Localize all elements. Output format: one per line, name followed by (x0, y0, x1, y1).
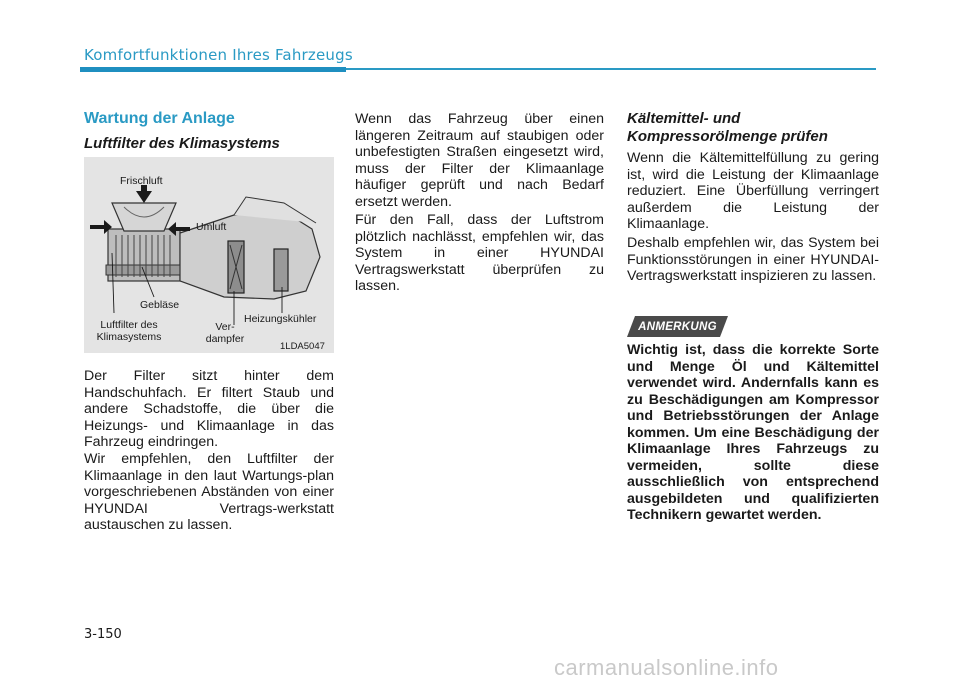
label-fresh-air: Frischluft (120, 175, 163, 187)
air-filter-figure (84, 157, 334, 353)
watermark: carmanualsonline.info (554, 655, 779, 680)
label-evaporator-line1: Ver- (215, 321, 235, 333)
note-text: Wichtig ist, dass die korrekte Sorte und Menge Öl und Kältemittel verwendet wird. Andernfalls kann es zu Beschädigungen am Kompressor und Betriebsstörungen der Anlage kommen. Um eine Beschädigung der Klimaanlage Ihres Fahrzeugs zu vermeiden, sollte diese ausschließlich von entsprechend ausgebildeten und qualifizierten Technikern gewartet werden. (627, 342, 879, 523)
header-rule (346, 68, 876, 70)
label-filter-line1: Luftfilter des (100, 319, 158, 331)
label-recirculation: Umluft (196, 221, 227, 233)
col3-heading: Kältemittel- und Kompressorölmenge prüfen (627, 110, 828, 145)
label-filter (94, 319, 164, 343)
section-heading: Wartung der Anlage (84, 110, 235, 127)
label-evaporator (200, 321, 250, 345)
label-blower: Gebläse (140, 299, 180, 311)
header-bar-accent (80, 67, 346, 72)
col1-para2: Wir empfehlen, den Luftfilter der Klimaanlage in den laut Wartungs-plan vorgeschriebenen Abständen von einer HYUNDAI Vertrags-werkstatt austauschen zu lassen. (84, 451, 334, 533)
col3-para2: Deshalb empfehlen wir, das System bei Funktionsstörungen in einer HYUNDAI-Vertragswerkstatt inspizieren zu lassen. (627, 235, 879, 284)
col3-para1: Wenn die Kältemittelfüllung zu gering ist, wird die Leistung der Klimaanlage reduziert. Eine Überfüllung verringert außerdem die Leistung der Klimaanlage. (627, 150, 879, 232)
page-number: 3-150 (84, 627, 122, 642)
label-filter-line2: Klimasystems (96, 331, 162, 343)
figure-code: 1LDA5047 (280, 341, 325, 352)
col1-para1: Der Filter sitzt hinter dem Handschuhfach. Er filtert Staub und andere Schadstoffe, die über die Heizungs- und Klimaanlage in das Fahrzeug eindringen. (84, 368, 334, 450)
label-heater-core: Heizungskühler (244, 313, 317, 325)
col2-para2: Für den Fall, dass der Luftstrom plötzlich nachlässt, empfehlen wir, das System in einer HYUNDAI Vertragswerkstatt überprüfen zu lassen. (355, 212, 604, 294)
label-evaporator-line2: dampfer (205, 333, 245, 345)
col2-para1: Wenn das Fahrzeug über einen längeren Zeitraum auf staubigen oder unbefestigten Straßen eingesetzt wird, muss der Filter der Klimaanlage häufiger geprüft und nach Bedarf ersetzt werden. (355, 111, 604, 210)
sub-heading: Luftfilter des Klimasystems (84, 135, 280, 152)
note-label: ANMERKUNG (638, 320, 717, 333)
note-badge (627, 316, 728, 337)
section-header-title: Komfortfunktionen Ihres Fahrzeugs (84, 46, 353, 64)
